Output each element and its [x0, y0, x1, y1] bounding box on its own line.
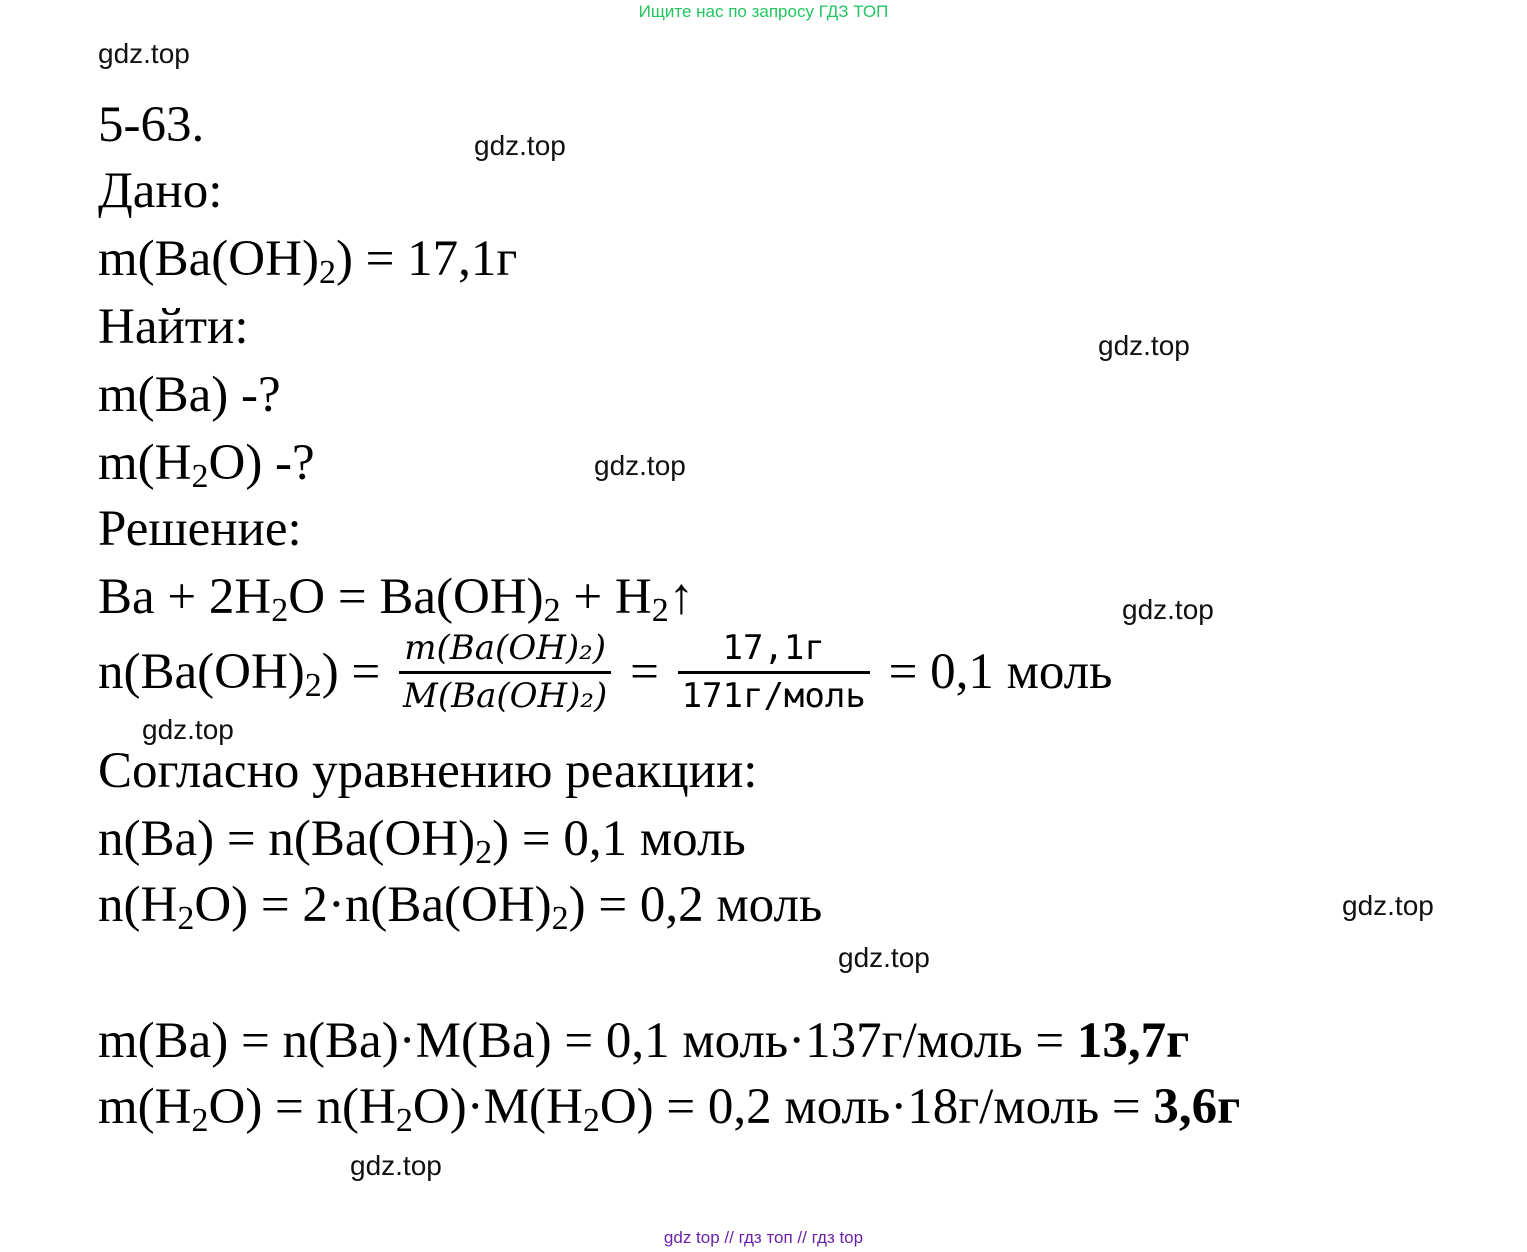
watermark: gdz.top: [1098, 330, 1190, 361]
moles-ba: $n(Ba) = n(Ba(OH)_2) = 0,1$ моль: [98, 811, 746, 871]
find-label: Найти:: [98, 299, 249, 355]
fraction-formula: [399, 628, 611, 717]
reaction-equation: $Ba + 2H_2O = Ba(OH)_2$ + $H_2↑$: [98, 569, 695, 629]
watermark: gdz.top: [98, 38, 190, 69]
answer-ba: 13,7г: [1076, 1013, 1190, 1069]
mass-h2o-calc: $m(H_2O) = n(H_2O)\cdot M(H_2O) = 0,2$ моль·18г/моль = 3,6г: [98, 1079, 1241, 1139]
watermark: gdz.top: [474, 130, 566, 161]
fraction-bar: [399, 671, 611, 674]
watermark: gdz.top: [350, 1150, 442, 1181]
mass-ba-calc: m(Ba) = n(Ba)·M(Ba) = 0,1 моль·137г/моль = 13,7г: [98, 1013, 1190, 1069]
footer-links: gdz top // гдз топ // гдз top: [663, 1228, 864, 1247]
solution-label: Решение:: [98, 501, 302, 557]
search-banner: Ищите нас по запросу ГДЗ ТОП: [638, 2, 889, 21]
fraction-numerator: m(Ba(OH)₂): [404, 628, 607, 668]
given-label: Дано:: [98, 163, 223, 219]
find-mass-ba: m(Ba) -?: [98, 367, 281, 423]
equals-sign: =: [630, 643, 659, 700]
watermark: gdz.top: [594, 450, 686, 481]
fraction-numerator: 17,1г: [722, 628, 825, 668]
moles-h2o: $n(H_2O) = 2\cdot n(Ba(OH)_2) = 0,2$ моль: [98, 877, 823, 937]
moles-baoh2-formula: $n(Ba(OH)_2)$ = $\frac{\text{m(Ba(OH)₂)}}{\text{M(Ba(OH)₂)}}$ = $\frac{17,1г}{\text{171г/моль}}$ = 0,1 моль: [98, 628, 1113, 716]
watermark: gdz.top: [142, 714, 234, 745]
watermark: gdz.top: [1122, 594, 1214, 625]
fraction-values: [678, 628, 870, 717]
according-text: Согласно уравнению реакции:: [98, 743, 758, 799]
moles-result: = 0,1 моль: [888, 643, 1113, 700]
find-mass-h2o: $m(H_2O)$ -?: [98, 435, 315, 495]
answer-h2o: 3,6г: [1153, 1079, 1241, 1135]
watermark: gdz.top: [838, 942, 930, 973]
watermark: gdz.top: [1342, 890, 1434, 921]
fraction-bar: [678, 671, 870, 674]
fraction-denominator: M(Ba(OH)₂): [403, 675, 608, 716]
problem-number: 5-63.: [98, 97, 205, 153]
given-mass-baoh2: $m(Ba(OH)_2) = 17,1г$: [98, 231, 518, 291]
fraction-denominator: 171г/моль: [681, 675, 866, 716]
